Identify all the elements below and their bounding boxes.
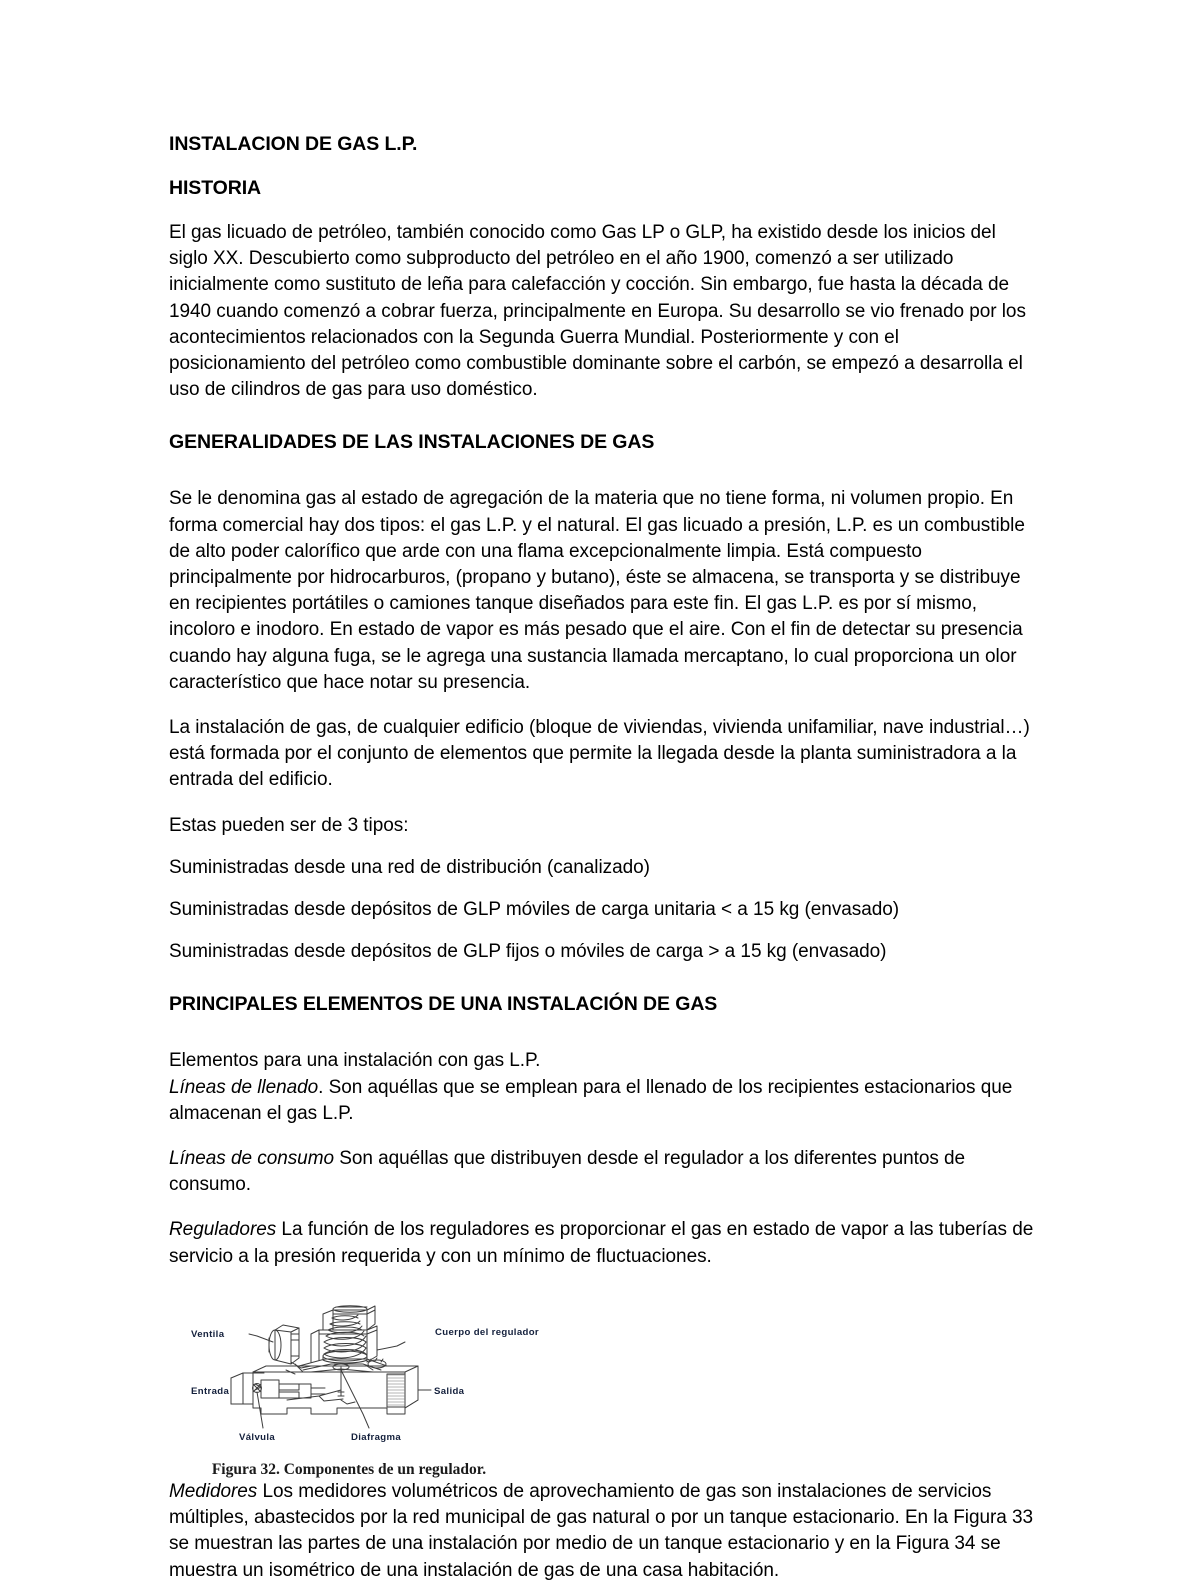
- document-body: [169, 132, 1037, 1584]
- term-lineas-de-consumo: Líneas de consumo: [169, 1148, 334, 1170]
- figure-label-entrada: Entrada: [191, 1385, 230, 1397]
- term-medidores: Medidores: [169, 1480, 258, 1502]
- section-heading-principales: PRINCIPALES ELEMENTOS DE UNA INSTALACIÓN DE GAS: [169, 993, 718, 1016]
- list-item-tipo-2: Suministradas desde depósitos de GLP móviles de carga unitaria < a 15 kg (envasado): [169, 899, 900, 921]
- regulator-diagram-svg: [191, 1304, 551, 1454]
- paragraph-lineas-llenado: [169, 1075, 1037, 1127]
- text-lineas-de-llenado: . Son aquéllas que se emplean para el llenado de los recipientes estacionarios que almacenan el gas L.P.: [169, 1076, 1013, 1124]
- term-lineas-de-llenado: Líneas de llenado: [169, 1076, 319, 1098]
- term-reguladores: Reguladores: [169, 1219, 277, 1241]
- text-lineas-de-consumo: Son aquéllas que distribuyen desde el regulador a los diferentes puntos de consumo.: [169, 1148, 966, 1196]
- paragraph-generalidades-2: La instalación de gas, de cualquier edificio (bloque de viviendas, vivienda unifamiliar, nave industrial…) está formada por el conjunto de elementos que permite la llegada desde la planta suministradora a la entrada del edificio.: [169, 717, 1030, 791]
- figure-32-caption: Figura 32. Componentes de un regulador.: [211, 1460, 487, 1478]
- list-item-tipo-1: Suministradas desde una red de distribución (canalizado): [169, 856, 650, 878]
- figure-label-ventila: Ventila: [191, 1328, 225, 1340]
- figure-label-salida: Salida: [434, 1385, 465, 1397]
- paragraph-lineas-consumo: [169, 1146, 1037, 1198]
- figure-label-diafragma: Diafragma: [351, 1431, 402, 1443]
- text-reguladores: La función de los reguladores es proporcionar el gas en estado de vapor a las tuberías de servicio a la presión requerida y con un mínimo de fluctuaciones.: [169, 1219, 1034, 1267]
- text-medidores: Los medidores volumétricos de aprovechamiento de gas son instalaciones de servicios múltiples, abastecidos por la red municipal de gas natural o por un tanque estacionario. En la Figura 33 se muestran las partes de una instalación por medio de un tanque estacionario y en la Figura 34 se muestra un isométrico de una instalación de gas de una casa habitación.: [169, 1480, 1034, 1581]
- paragraph-tipos-intro: Estas pueden ser de 3 tipos:: [169, 814, 409, 836]
- page-title: INSTALACION DE GAS L.P.: [169, 133, 418, 155]
- section-heading-generalidades: GENERALIDADES DE LAS INSTALACIONES DE GAS: [169, 431, 655, 454]
- list-item-tipo-3: Suministradas desde depósitos de GLP fijos o móviles de carga > a 15 kg (envasado): [169, 941, 887, 963]
- paragraph-elementos-intro: Elementos para una instalación con gas L.P.: [169, 1050, 541, 1072]
- paragraph-historia: El gas licuado de petróleo, también conocido como Gas LP o GLP, ha existido desde los inicios del siglo XX. Descubierto como subproducto del petróleo en el año 1900, comenzó a ser utilizado inicialmente como sustituto de leña para calefacción y cocción. Sin embargo, fue hasta la década de 1940 cuando comenzó a cobrar fuerza, principalmente en Europa. Su desarrollo se vio frenado por los acontecimientos relacionados con la Segunda Guerra Mundial. Posteriormente y con el posicionamiento del petróleo como combustible dominante sobre el carbón, se empezó a desarrolla el uso de cilindros de gas para uso doméstico.: [169, 222, 1026, 401]
- section-heading-historia: HISTORIA: [169, 177, 262, 199]
- figure-32: [169, 1304, 1037, 1479]
- figure-label-valvula: Válvula: [239, 1431, 276, 1443]
- paragraph-reguladores: [169, 1217, 1037, 1269]
- paragraph-generalidades-1: Se le denomina gas al estado de agregación de la materia que no tiene forma, ni volumen propio. En forma comercial hay dos tipos: el gas L.P. y el natural. El gas licuado a presión, L.P. es un combustible de alto poder calorífico que arde con una flama excepcionalmente limpia. Está compuesto principalmente por hidrocarburos, (propano y butano), éste se almacena, se transporta y se distribuye en recipientes portátiles o camiones tanque diseñados para este fin. El gas L.P. es por sí mismo, incoloro e inodoro. En estado de vapor es más pesado que el aire. Con el fin de detectar su presencia cuando hay alguna fuga, se le agrega una sustancia llamada mercaptano, lo cual proporciona un olor característico que hace notar su presencia.: [169, 488, 1025, 693]
- paragraph-medidores: [169, 1479, 1037, 1584]
- figure-32-image: [191, 1304, 551, 1454]
- figure-label-cuerpo-del-regulador: Cuerpo del regulador: [435, 1326, 540, 1338]
